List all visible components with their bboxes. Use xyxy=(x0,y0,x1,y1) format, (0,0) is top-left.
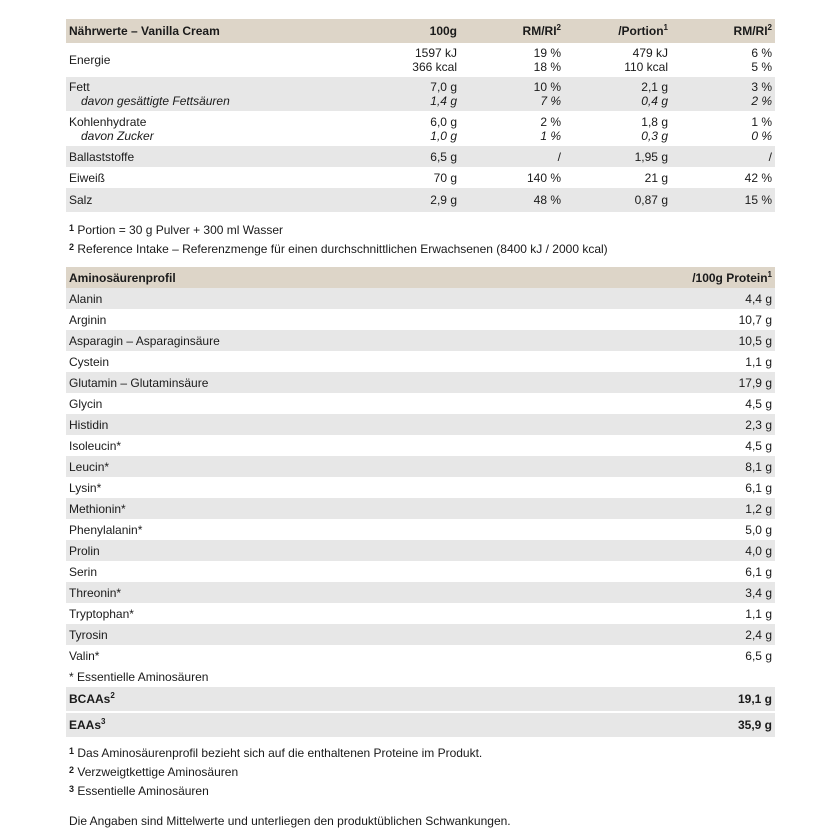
nutrition-row-eiweiss xyxy=(66,167,775,188)
amino-name: Threonin* xyxy=(66,582,575,603)
nutrition-row-energie xyxy=(66,43,775,77)
nutrition-row-kohlenhydrate xyxy=(66,111,775,146)
row-value-portion: 479 kJ 110 kcal xyxy=(564,43,671,77)
col-100g: 100g xyxy=(302,19,460,43)
amino-name: Alanin xyxy=(66,288,575,309)
nutrition-row-ballaststoffe xyxy=(66,146,775,167)
amino-name: Phenylalanin* xyxy=(66,519,575,540)
row-ri-portion: 15 % xyxy=(671,188,775,212)
amino-header-value: /100g Protein$^1$ xyxy=(575,267,775,288)
amino-value: 2,3 g xyxy=(575,414,775,435)
amino-value: 8,1 g xyxy=(575,456,775,477)
amino-value: 4,5 g xyxy=(575,435,775,456)
amino-name: Glutamin – Glutaminsäure xyxy=(66,372,575,393)
amino-value: 10,7 g xyxy=(575,309,775,330)
amino-row xyxy=(66,582,775,603)
footnote: $^2$ Verzweigtkettige Aminosäuren xyxy=(69,765,239,779)
amino-row xyxy=(66,456,775,477)
row-ri-portion: 6 % 5 % xyxy=(671,43,775,77)
col-ri-portion: $RM/RI^2$ xyxy=(671,19,775,43)
row-label: Ballaststoffe xyxy=(66,146,302,167)
row-ri-100: / xyxy=(460,146,564,167)
disclaimer: Die Angaben sind Mittelwerte und unterliegen den produktüblichen Schwankungen. xyxy=(69,814,511,828)
amino-row xyxy=(66,351,775,372)
amino-value: 10,5 g xyxy=(575,330,775,351)
nutrition-footnotes xyxy=(69,220,775,258)
nutrition-row-fett xyxy=(66,77,775,111)
amino-name: Serin xyxy=(66,561,575,582)
footnote: $^2$ Reference Intake – Referenzmenge für einen durchschnittlichen Erwachsenen (8400 kJ / 2000 kcal) xyxy=(69,242,608,256)
row-value-portion: 2,1 g 0,4 g xyxy=(564,77,671,111)
amino-name: Valin* xyxy=(66,645,575,666)
total-label: EAAs$^3$ xyxy=(66,712,575,737)
amino-value: 4,0 g xyxy=(575,540,775,561)
row-label: Fett davon gesättigte Fettsäuren xyxy=(66,77,302,111)
nutrition-document xyxy=(66,19,775,830)
amino-row xyxy=(66,330,775,351)
amino-row xyxy=(66,435,775,456)
row-value-portion: 1,95 g xyxy=(564,146,671,167)
col-portion: /Portion$^1$ xyxy=(564,19,671,43)
amino-value: 1,2 g xyxy=(575,498,775,519)
total-row-bcaas xyxy=(66,687,775,712)
amino-name: Arginin xyxy=(66,309,575,330)
row-label: Salz xyxy=(66,188,302,212)
col-ri-100: $RM/RI^2$ xyxy=(460,19,564,43)
amino-totals xyxy=(66,687,775,737)
amino-footnotes xyxy=(69,743,775,800)
amino-row xyxy=(66,519,775,540)
nutrition-table xyxy=(66,19,775,212)
essential-note-row xyxy=(66,666,775,687)
row-ri-100: 10 % 7 % xyxy=(460,77,564,111)
row-ri-portion: / xyxy=(671,146,775,167)
amino-row xyxy=(66,372,775,393)
total-value: 35,9 g xyxy=(575,712,775,737)
amino-row xyxy=(66,393,775,414)
amino-row xyxy=(66,498,775,519)
amino-row xyxy=(66,414,775,435)
total-label: BCAAs$^2$ xyxy=(66,687,575,712)
row-label: Kohlenhydrate davon Zucker xyxy=(66,111,302,146)
amino-value: 5,0 g xyxy=(575,519,775,540)
row-value-100: 6,0 g 1,0 g xyxy=(302,111,460,146)
amino-value: 4,4 g xyxy=(575,288,775,309)
essential-note: * Essentielle Aminosäuren xyxy=(66,666,775,687)
amino-name: Lysin* xyxy=(66,477,575,498)
amino-row xyxy=(66,309,775,330)
amino-name: Histidin xyxy=(66,414,575,435)
row-ri-portion: 1 % 0 % xyxy=(671,111,775,146)
row-value-100: 1597 kJ 366 kcal xyxy=(302,43,460,77)
row-label: Energie xyxy=(66,43,302,77)
amino-table xyxy=(66,267,775,288)
row-value-portion: 1,8 g 0,3 g xyxy=(564,111,671,146)
row-value-100: 6,5 g xyxy=(302,146,460,167)
amino-title: Aminosäurenprofil xyxy=(66,267,575,288)
amino-name: Asparagin – Asparaginsäure xyxy=(66,330,575,351)
amino-row xyxy=(66,477,775,498)
amino-name: Leucin* xyxy=(66,456,575,477)
row-value-100: 2,9 g xyxy=(302,188,460,212)
amino-value: 1,1 g xyxy=(575,351,775,372)
row-ri-100: 140 % xyxy=(460,167,564,188)
row-value-portion: 0,87 g xyxy=(564,188,671,212)
amino-name: Tyrosin xyxy=(66,624,575,645)
row-ri-100: 19 % 18 % xyxy=(460,43,564,77)
amino-name: Glycin xyxy=(66,393,575,414)
amino-value: 2,4 g xyxy=(575,624,775,645)
amino-value: 17,9 g xyxy=(575,372,775,393)
nutrition-header-row xyxy=(66,19,775,43)
row-ri-portion: 3 % 2 % xyxy=(671,77,775,111)
amino-row xyxy=(66,288,775,309)
footnote: $^3$ Essentielle Aminosäuren xyxy=(69,784,209,798)
row-value-portion: 21 g xyxy=(564,167,671,188)
nutrition-title: Nährwerte – Vanilla Cream xyxy=(66,19,302,43)
footnote: $^1$ Portion = 30 g Pulver + 300 ml Wasser xyxy=(69,223,284,237)
row-ri-100: 2 % 1 % xyxy=(460,111,564,146)
nutrition-row-salz xyxy=(66,188,775,212)
amino-row xyxy=(66,645,775,666)
amino-value: 4,5 g xyxy=(575,393,775,414)
row-value-100: 70 g xyxy=(302,167,460,188)
amino-value: 1,1 g xyxy=(575,603,775,624)
amino-row xyxy=(66,603,775,624)
amino-value: 3,4 g xyxy=(575,582,775,603)
row-label: Eiweiß xyxy=(66,167,302,188)
amino-name: Tryptophan* xyxy=(66,603,575,624)
amino-value: 6,1 g xyxy=(575,561,775,582)
amino-row xyxy=(66,624,775,645)
footnote: $^1$ Das Aminosäurenprofil bezieht sich auf die enthaltenen Proteine im Produkt. xyxy=(69,746,483,760)
amino-name: Prolin xyxy=(66,540,575,561)
total-row-eaas xyxy=(66,712,775,737)
amino-row xyxy=(66,561,775,582)
row-ri-100: 48 % xyxy=(460,188,564,212)
amino-value: 6,1 g xyxy=(575,477,775,498)
total-value: 19,1 g xyxy=(575,687,775,712)
amino-name: Cystein xyxy=(66,351,575,372)
amino-header-row xyxy=(66,267,775,288)
amino-value: 6,5 g xyxy=(575,645,775,666)
amino-row xyxy=(66,540,775,561)
amino-name: Isoleucin* xyxy=(66,435,575,456)
amino-name: Methionin* xyxy=(66,498,575,519)
row-ri-portion: 42 % xyxy=(671,167,775,188)
row-value-100: 7,0 g 1,4 g xyxy=(302,77,460,111)
amino-rows xyxy=(66,288,775,687)
